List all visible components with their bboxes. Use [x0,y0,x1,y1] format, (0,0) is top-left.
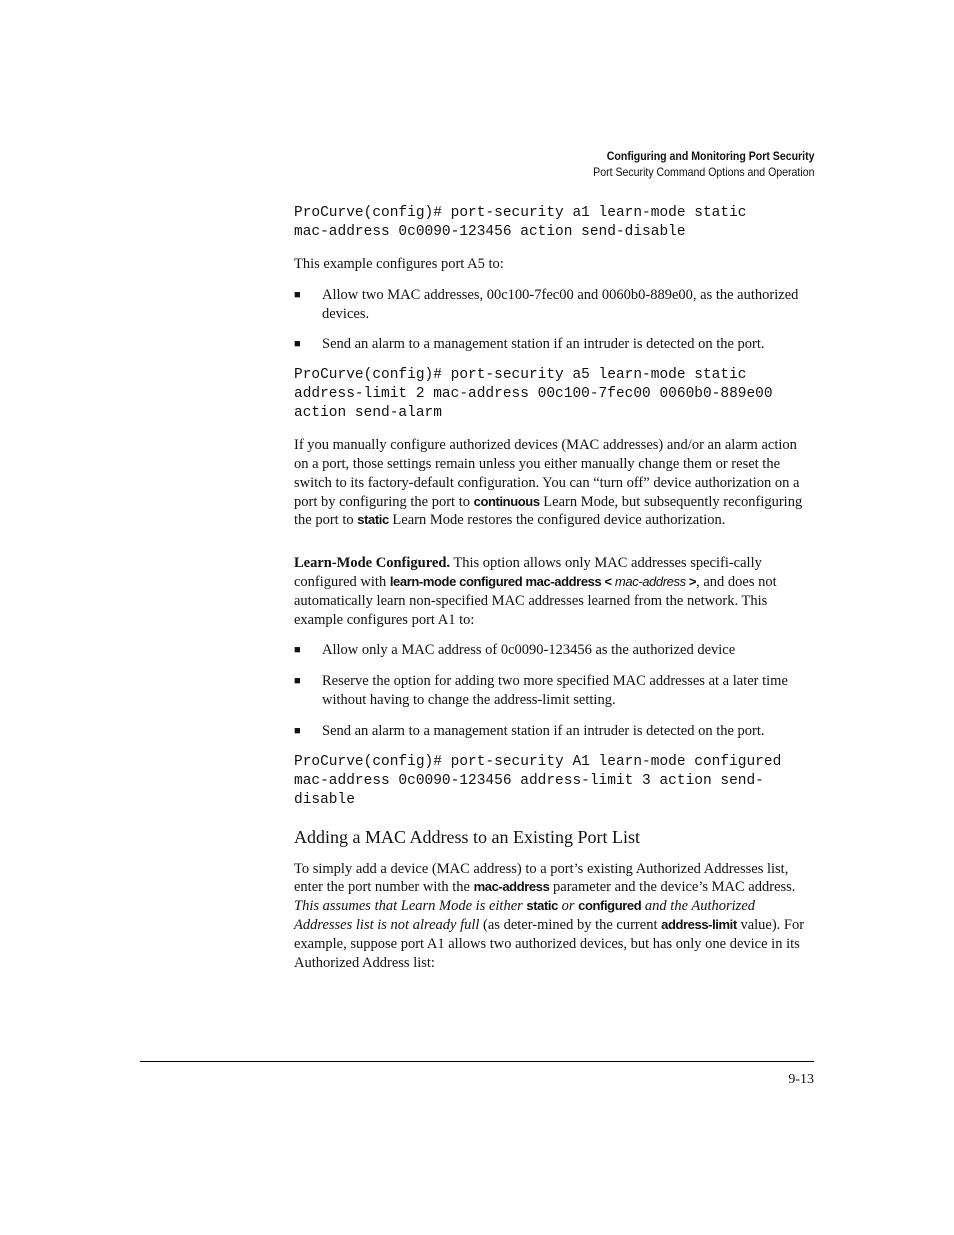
list-item [294,286,814,324]
paragraph-add-mac-address: To simply add a device (MAC address) to a port’s existing Authorized Addresses list, enter the port number with the mac-address parameter and the device’s MAC address. This assumes that Learn Mode is either static or configured and the Authorized Addresses list is not already full (as deter-mined by the current address-limit value). For example, suppose port A1 allows two authorized devices, but has only one device in its Authorized Address list: [294,860,805,971]
keyword-address-limit: address-limit [661,916,737,932]
run-in-heading: Learn-Mode Configured. [294,555,451,572]
page-number: 9-13 [788,1072,814,1087]
section-heading: Adding a MAC Address to an Existing Port List [294,826,640,847]
running-header [563,148,814,180]
bullet-square-icon: ■ [294,724,301,737]
code-example-a1-configured: ProCurve(config)# port-security A1 learn-mode configured mac-address 0c0090-123456 address-limit 3 action send- disable [294,753,782,808]
code-example-a5-static: ProCurve(config)# port-security a5 learn-mode static address-limit 2 mac-address 00c100-7fec00 0060b0-889e00 action send-alarm [294,367,773,422]
header-section-title: Port Security Command Options and Operation [592,165,814,179]
keyword-mac-address: mac-address [473,879,550,895]
list-item [294,335,814,354]
code-example-a1-static: ProCurve(config)# port-security a1 learn-mode static mac-address 0c0090-123456 action send-disable [294,205,747,240]
list-item-text: Send an alarm to a management station if an intruder is detected on the port. [322,336,765,353]
list-item-text: Send an alarm to a management station if an intruder is detected on the port. [322,722,765,739]
list-item-text: Allow only a MAC address of 0c0090-123456 as the authorized device [322,642,736,659]
paragraph-manual-config: If you manually configure authorized devices (MAC addresses) and/or an alarm action on a port, those settings remain unless you either manually change them or reset the switch to its factory-default configuration. You can “turn off” device authorization on a port by configuring the port to continuous Learn Mode, but subsequently reconfiguring the port to static Learn Mode restores the configured device authorization. [294,437,803,529]
list-item [294,672,814,710]
list-item [294,641,814,660]
keyword-static: static [526,898,558,914]
page-body [294,204,814,984]
footer-divider [140,1061,814,1062]
header-chapter-title: Configuring and Monitoring Port Security [606,149,814,163]
list-item-text: Allow two MAC addresses, 00c100-7fec00 and 0060b0-889e00, as the authorized devices. [322,286,799,322]
list-item [294,722,814,741]
keyword-continuous: continuous [473,493,540,509]
bullet-square-icon: ■ [294,644,301,657]
bullet-square-icon: ■ [294,675,301,688]
keyword-static: static [357,512,389,528]
command-parameter: mac-address [611,573,686,589]
command-learn-mode-configured: learn-mode configured mac-address < [389,573,612,589]
keyword-configured: configured [578,898,642,914]
paragraph-learn-mode-configured: Learn-Mode Configured. This option allows only MAC addresses specifi-cally configured with learn-mode configured mac-address < mac-address >, and does not automatically learn non-specified MAC addresses learned from the network. This example configures port A1 to: [294,555,777,628]
bullet-square-icon: ■ [294,338,301,351]
paragraph-example-a5: This example configures port A5 to: [294,256,504,272]
bullet-square-icon: ■ [294,288,301,301]
list-item-text: Reserve the option for adding two more specified MAC addresses at a later time without having to change the address-limit setting. [322,673,788,708]
